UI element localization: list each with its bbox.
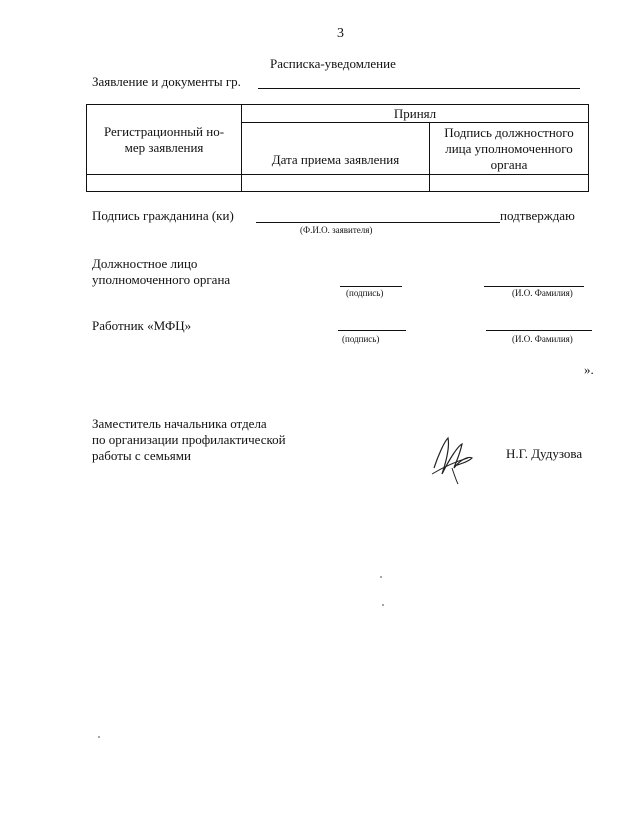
citizen-signature-line <box>256 222 500 223</box>
official-label-line2: уполномоченного органа <box>92 272 231 287</box>
signatory-position-line2: по организации профилактической <box>92 432 286 447</box>
statement-label: Заявление и документы гр. <box>92 74 241 89</box>
signatory-position-line3: работы с семьями <box>92 448 191 463</box>
official-name-caption: (И.О. Фамилия) <box>512 288 573 298</box>
handwritten-signature <box>424 428 484 488</box>
official-name-line <box>484 286 584 287</box>
signatory-name: Н.Г. Дудузова <box>506 446 583 461</box>
official-signature-line <box>340 286 402 287</box>
official-label-line1: Должностное лицо <box>92 256 198 271</box>
page-number: 3 <box>337 26 344 41</box>
citizen-signature-label: Подпись гражданина (ки) <box>92 208 234 223</box>
applicant-name-line <box>258 88 580 89</box>
mfc-signature-caption: (подпись) <box>342 334 380 344</box>
scan-speck <box>380 576 382 578</box>
accepted-header: Принял <box>242 105 589 123</box>
reg-number-header: Регистрационный но-мер заявления <box>87 105 242 175</box>
mfc-signature-line <box>338 330 406 331</box>
document-title: Расписка-уведомление <box>270 56 396 71</box>
scan-speck <box>382 604 384 606</box>
mfc-name-line <box>486 330 592 331</box>
date-header: Дата приема заявления <box>242 123 430 175</box>
signature-cell <box>430 175 589 192</box>
signatory-position-line1: Заместитель начальника отдела <box>92 416 267 431</box>
official-signature-caption: (подпись) <box>346 288 384 298</box>
citizen-fio-caption: (Ф.И.О. заявителя) <box>300 225 373 235</box>
mfc-name-caption: (И.О. Фамилия) <box>512 334 573 344</box>
citizen-confirm-text: подтверждаю <box>500 208 575 223</box>
mfc-label: Работник «МФЦ» <box>92 318 192 333</box>
signature-header: Подпись должностного лица уполномоченного органа <box>430 123 589 175</box>
date-cell <box>242 175 430 192</box>
registration-table <box>86 104 589 192</box>
closing-quote: ». <box>584 362 594 377</box>
reg-number-cell <box>87 175 242 192</box>
scan-speck <box>98 736 100 738</box>
